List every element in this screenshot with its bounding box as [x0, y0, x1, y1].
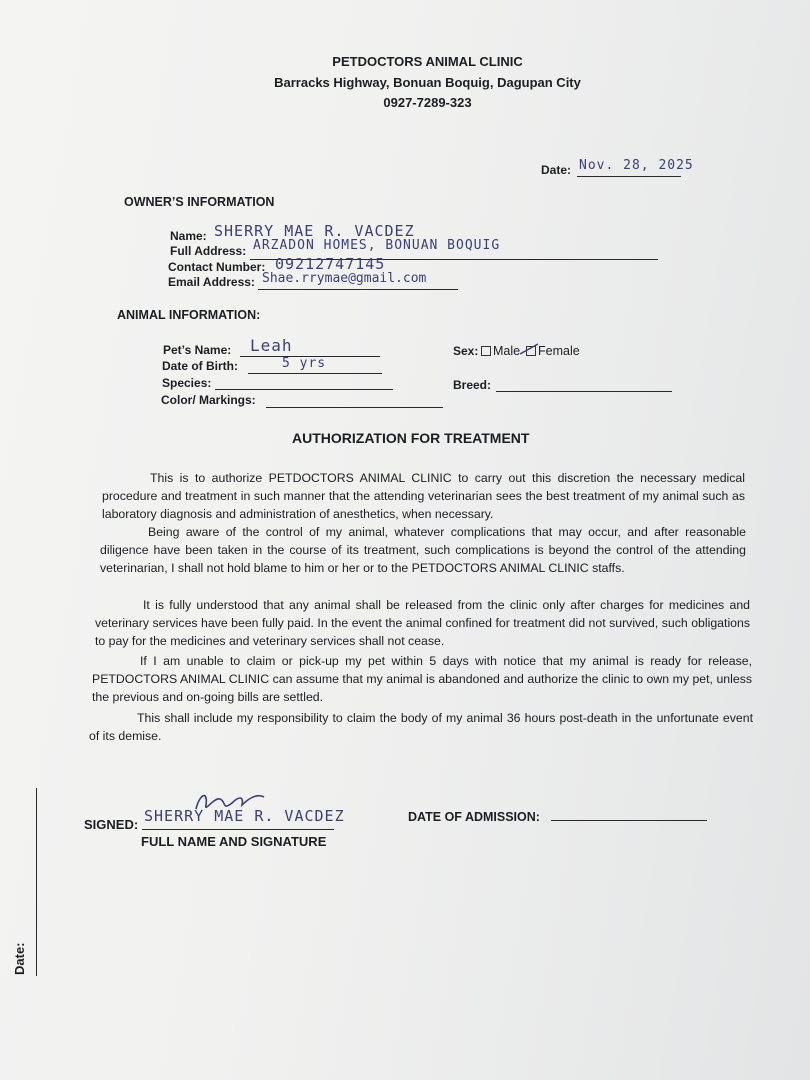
clinic-address: Barracks Highway, Bonuan Boquig, Dagupan City	[274, 75, 581, 90]
dob-value[interactable]: 5 yrs	[282, 356, 327, 371]
owner-heading: OWNER’S INFORMATION	[124, 195, 275, 209]
authorization-paragraph-2	[100, 523, 746, 577]
signature-line	[142, 829, 334, 830]
email-line	[258, 289, 458, 290]
signature-caption: FULL NAME AND SIGNATURE	[141, 834, 327, 849]
dob-line	[248, 373, 382, 374]
authorization-text-3: It is fully understood that any animal shall be released from the clinic only after charges for medicines and veterinary services have been fully paid. In the event the animal confined for treatment did not survived, such obligations to pay for the medicines and veterinary services shall not cease.	[95, 598, 750, 649]
side-date-label: Date:	[12, 942, 27, 975]
color-line	[266, 407, 443, 408]
pet-name-label: Pet’s Name:	[163, 343, 232, 357]
clinic-phone: 0927-7289-323	[383, 95, 472, 110]
owner-address-label: Full Address:	[170, 244, 247, 258]
authorization-text-5: This shall include my responsibility to claim the body of my animal 36 hours post-death in the unfortunate event of its demise.	[89, 711, 753, 744]
signed-label: SIGNED:	[84, 817, 139, 832]
authorization-paragraph-4	[92, 652, 752, 706]
breed-label: Breed:	[453, 378, 492, 392]
authorization-paragraph-1	[102, 469, 745, 523]
date-label: Date:	[541, 163, 572, 177]
owner-name-label: Name:	[170, 229, 207, 243]
authorization-paragraph-3	[95, 596, 750, 650]
species-label: Species:	[162, 376, 212, 390]
dob-label: Date of Birth:	[162, 359, 238, 373]
color-label: Color/ Markings:	[161, 393, 256, 407]
owner-name-value[interactable]: SHERRY MAE R. VACDEZ	[214, 222, 415, 240]
sex-label: Sex:	[453, 344, 479, 358]
date-line	[577, 176, 681, 177]
signed-value[interactable]: SHERRY MAE R. VACDEZ	[144, 807, 345, 825]
owner-contact-value[interactable]: 09212747145	[275, 255, 386, 273]
admission-line[interactable]	[551, 820, 707, 821]
clinic-name: PETDOCTORS ANIMAL CLINIC	[332, 54, 523, 69]
sex-female-label: Female	[538, 344, 580, 358]
authorization-text-4: If I am unable to claim or pick-up my pet within 5 days with notice that my animal is ready for release, PETDOCTORS ANIMAL CLINIC can assume that my animal is abandoned and authorize the clinic to own my pet, unless the previous and on-going bills are settled.	[92, 654, 752, 705]
authorization-title: AUTHORIZATION FOR TREATMENT	[292, 430, 530, 446]
authorization-text-2: Being aware of the control of my animal, whatever complications that may occur, and after reasonable diligence have been taken in the course of its treatment, such complications is beyond the control of the attending veterinarian, I shall not hold blame to him or her or to the PETDOCTORS ANIMAL CLINIC staffs.	[100, 525, 746, 576]
authorization-paragraph-5	[89, 709, 753, 745]
sex-male-checkbox[interactable]	[481, 346, 491, 356]
authorization-text-1: This is to authorize PETDOCTORS ANIMAL CLINIC to carry out this discretion the necessary medical procedure and treatment in such manner that the attending veterinarian sees the best treatment of my animal such as laboratory diagnosis and administration of anesthetics, when necessary.	[102, 471, 745, 522]
species-line	[215, 389, 393, 390]
admission-label: DATE OF ADMISSION:	[408, 810, 540, 824]
side-date-line	[36, 788, 37, 976]
sex-male-label: Male	[493, 344, 521, 358]
owner-contact-label: Contact Number:	[168, 260, 266, 274]
owner-email-label: Email Address:	[168, 275, 255, 289]
breed-line	[496, 391, 672, 392]
owner-address-value[interactable]: ARZADON HOMES, BONUAN BOQUIG	[253, 238, 501, 253]
female-check-mark-icon	[519, 342, 539, 356]
date-value[interactable]: Nov. 28, 2025	[579, 158, 694, 173]
pet-name-value[interactable]: Leah	[250, 336, 293, 355]
animal-heading: ANIMAL INFORMATION:	[117, 308, 261, 322]
owner-email-value[interactable]: Shae.rrymae@gmail.com	[262, 271, 427, 286]
